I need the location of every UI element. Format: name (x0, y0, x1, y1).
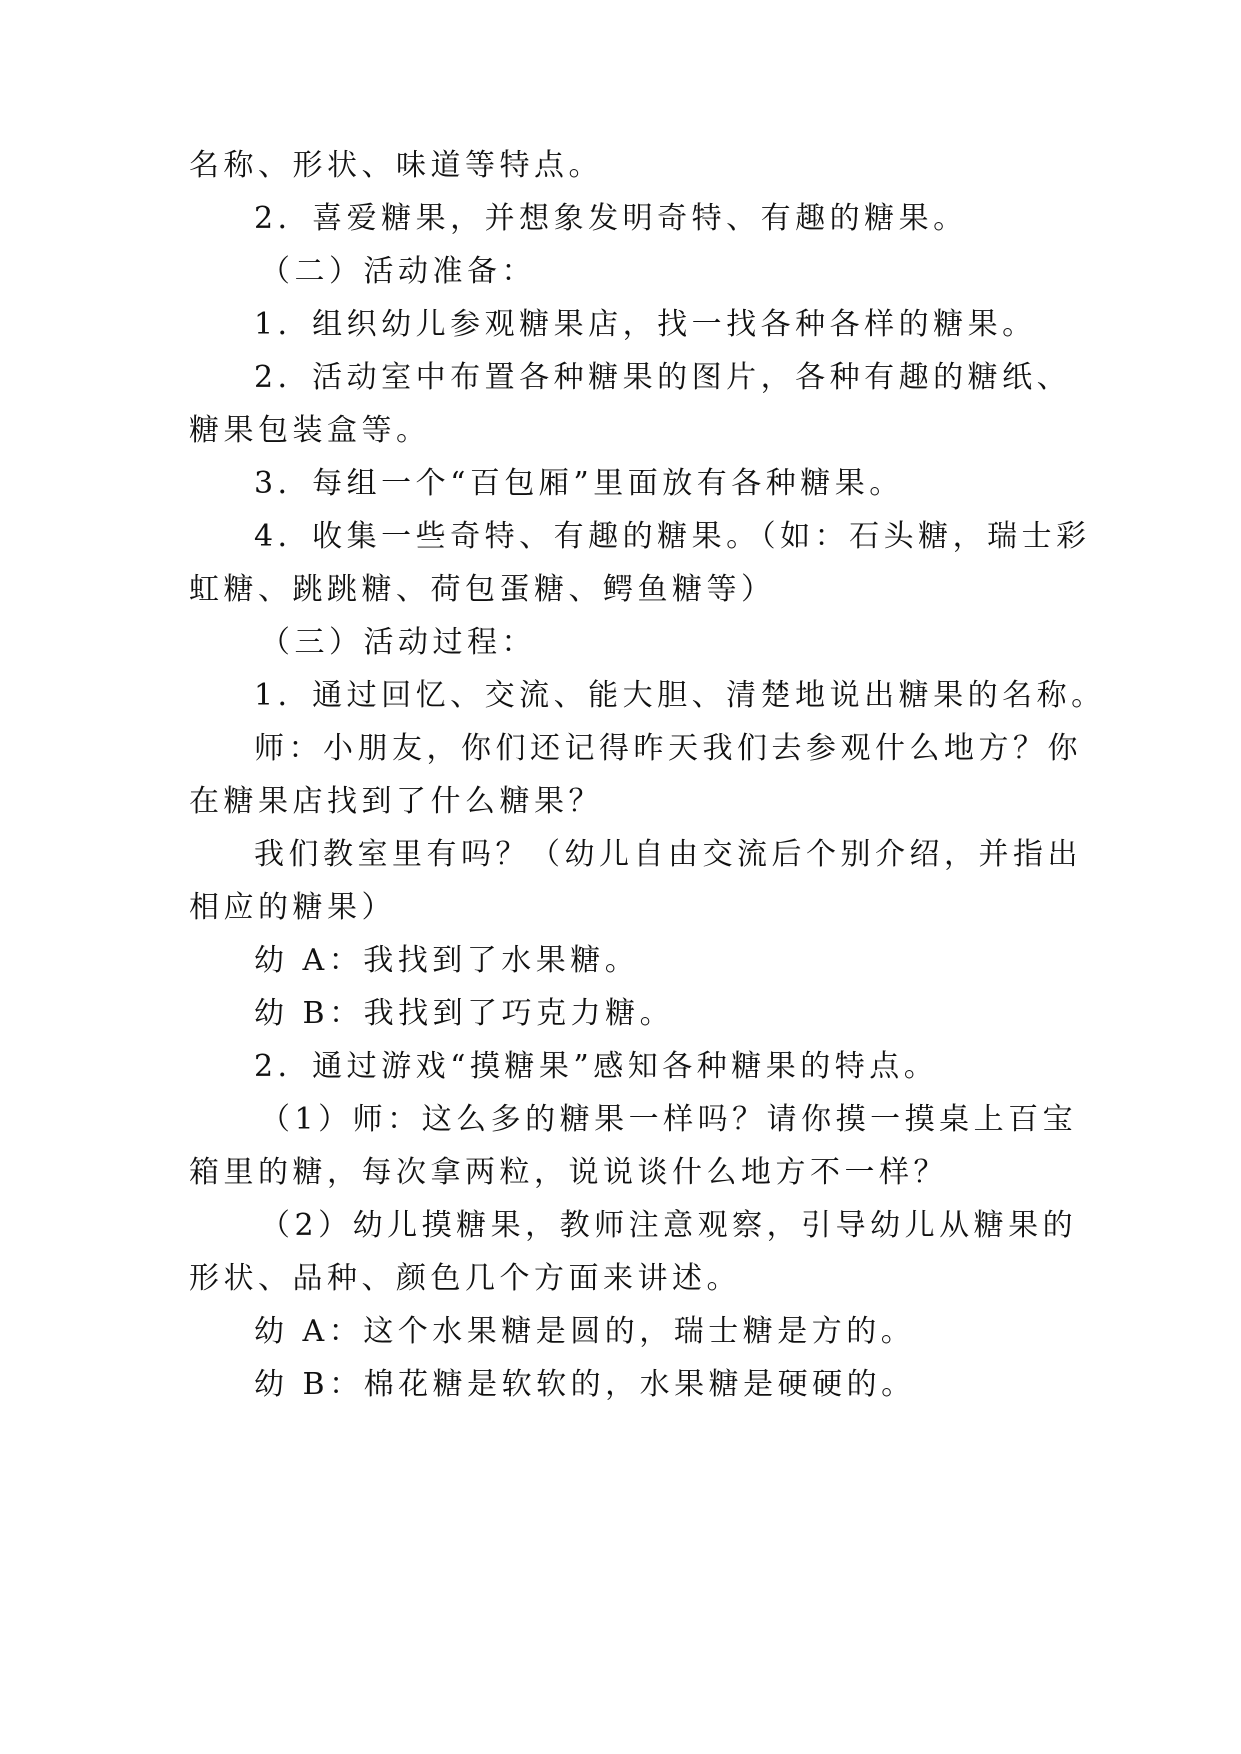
text-line: 师：小朋友，你们还记得昨天我们去参观什么地方？你 (254, 731, 1082, 766)
text-line: 3．每组一个“百包厢”里面放有各种糖果。 (254, 466, 904, 501)
text-line: 幼 A：这个水果糖是圆的，瑞士糖是方的。 (254, 1314, 916, 1349)
text-line: 4．收集一些奇特、有趣的糖果。（如：石头糖，瑞士彩 (254, 519, 1091, 554)
text-line: 相应的糖果） (189, 890, 396, 925)
text-line: 在糖果店找到了什么糖果？ (189, 784, 603, 819)
text-line: 虹糖、跳跳糖、荷包蛋糖、鳄鱼糖等） (189, 572, 776, 607)
text-line: 2．活动室中布置各种糖果的图片，各种有趣的糖纸、 (254, 360, 1072, 395)
text-line: 名称、形状、味道等特点。 (189, 148, 603, 183)
text-line: 幼 B：棉花糖是软软的，水果糖是硬硬的。 (254, 1367, 916, 1402)
text-line: （1）师：这么多的糖果一样吗？请你摸一摸桌上百宝 (260, 1102, 1078, 1137)
text-line: 糖果包装盒等。 (189, 413, 431, 448)
text-line: 形状、品种、颜色几个方面来讲述。 (189, 1261, 741, 1296)
text-line: 1．组织幼儿参观糖果店，找一找各种各样的糖果。 (254, 307, 1037, 342)
text-line: 2．喜爱糖果，并想象发明奇特、有趣的糖果。 (254, 201, 968, 236)
text-line: （2）幼儿摸糖果，教师注意观察，引导幼儿从糖果的 (260, 1208, 1078, 1243)
section-heading: （三）活动过程： (260, 625, 536, 660)
text-line: 箱里的糖，每次拿两粒，说说谈什么地方不一样？ (189, 1155, 948, 1190)
text-line: 幼 B：我找到了巧克力糖。 (254, 996, 675, 1031)
text-line: 2．通过游戏“摸糖果”感知各种糖果的特点。 (254, 1049, 939, 1084)
text-line: 幼 A：我找到了水果糖。 (254, 943, 640, 978)
text-line: 我们教室里有吗？（幼儿自由交流后个别介绍，并指出 (254, 837, 1082, 872)
section-heading: （二）活动准备： (260, 254, 536, 289)
text-line: 1．通过回忆、交流、能大胆、清楚地说出糖果的名称。 (254, 678, 1106, 713)
